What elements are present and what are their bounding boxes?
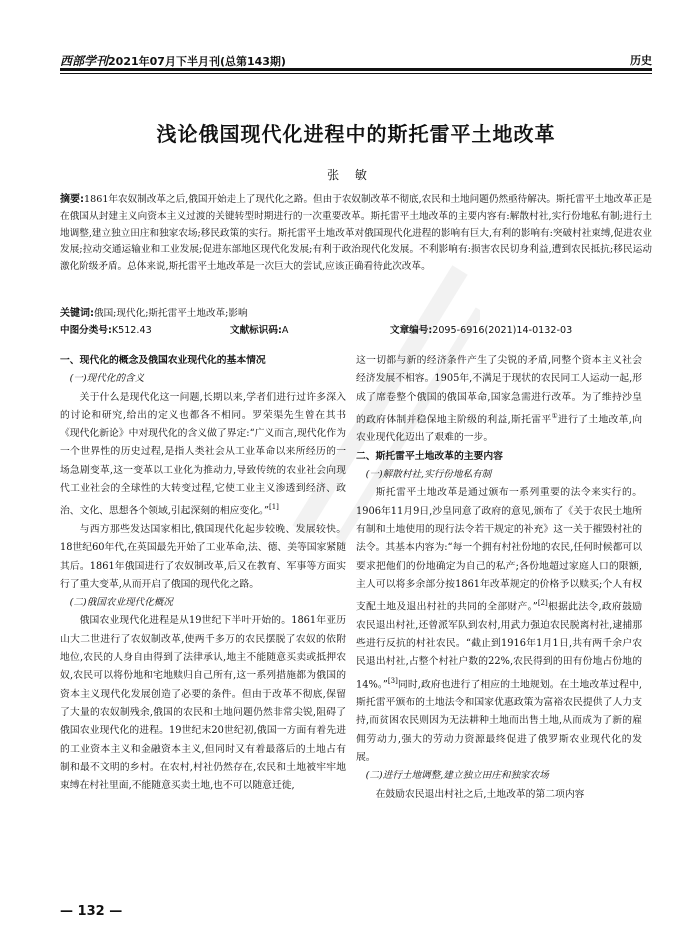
subsection-heading-2-1: (一)解散村社,实行份地私有制: [365, 469, 492, 481]
journal-logo: 西部学刊: [60, 54, 109, 68]
clc-value: K512.43: [111, 325, 152, 336]
keywords: [60, 304, 652, 319]
subsection-heading-1-1: (一)现代化的含义: [69, 373, 145, 385]
paragraph-decree: [356, 484, 642, 767]
article-author: 张 敏: [327, 168, 373, 182]
classification-row: [60, 322, 652, 336]
abstract-label: 摘要:: [60, 194, 85, 205]
subsection-heading-1-2: (二)俄国农业现代化概况: [69, 597, 174, 609]
journal-info: [60, 52, 286, 69]
paragraph-text: 这一切都与新的经济条件产生了尖锐的矛盾,同整个资本主义社会经济发展不相容。1905年,不满足于现状的农民同工人运动一起,形成了席卷整个俄国的俄国革命,国家急需进行改革。为了维持沙皇的政府体制并稳保地主阶级的利益,斯托雷平: [356, 355, 642, 426]
doc-code: [230, 322, 288, 336]
clc-label: 中图分类号:: [60, 325, 112, 336]
section-label: 历史: [630, 54, 652, 67]
right-column: [356, 352, 642, 804]
article-value: 2095-6916(2021)14-0132-03: [432, 325, 573, 336]
page-number: — 132 —: [60, 904, 123, 919]
journal-issue: 2021年07月下半月刊(总第143期): [108, 55, 286, 68]
paragraph-text: 根据此法令,政府鼓励农民退出村社,还曾派军队到农村,用武力强迫农民脱离村社,逮捕那些进行反抗的村社农民。“截止到1916年1月1日,共有两千余户农民退出村社,占整个村社户数的22%,农民得到的田有份地占份地的14%。”: [356, 601, 642, 690]
paragraph-text: 关于什么是现代化这一问题,长期以来,学者们进行过许多深入的讨论和研究,给出的定义也都各不相同。罗荣渠先生曾在其书《现代化新论》中对现代化的含义做了界定:“广义而言,现代化作为一个世界性的历史过程,是指人类社会从工业革命以来所经历的一场急剧变革,这一变革以工业化为推动力,导致传统的农业社会向现代工业社会的全球性的大转变过程,它使工业主义渗透到经济、政治、文化、思想各个领域,引起深刻的相应变化。”: [60, 391, 346, 517]
abstract: [60, 192, 652, 276]
section-heading-2: 二、斯托雷平土地改革的主要内容: [356, 450, 503, 462]
article-label: 文章编号:: [390, 325, 433, 336]
paragraph-agri-overview: 俄国农业现代化进程是从19世纪下半叶开始的。1861年亚历山大二世进行了农奴制改革,使两千多万的农民摆脱了农奴的依附地位,农民的人身自由得到了法律承认,地主不能随意买卖或抵押农奴,农民可以将份地和宅地赎归自己所有,这一系列措施都为俄国的资本主义现代化发展创造了必要的条件。但由于改革不彻底,保留了大量的农奴制残余,俄国的农民和土地问题仍然非常尖锐,阻碍了俄国农业现代化的进程。19世纪末20世纪初,俄国一方面有着先进的工业资本主义和金融资本主义,但同时又有着最落后的土地占有制和最不文明的乡村。在农村,村社仍然存在,农民和土地被牢牢地束缚在村社里面,不能随意买卖土地,也不可以随意迁徙,: [60, 615, 346, 792]
paragraph-continued: [356, 352, 642, 448]
subsection-heading-2-2: (二)进行土地调整,建立独立田庄和独家农场: [365, 770, 549, 782]
article-title: 浅论俄国现代化进程中的斯托雷平土地改革: [156, 122, 556, 146]
paragraph-text: 斯托雷平土地改革是通过颁布一系列重要的法令来实行的。1906年11月9日,沙皇同意了政府的意见,颁布了《关于农民土地所有制和土地使用的现行法令若干规定的补充》这一关于摧毁村社的法令。其基本内容为:“每一个拥有村社份地的农民,任何时候都可以要求把他们的份地确定为自己的私产;各份地超过家庭人口的限额,主人可以将多余部分按1861年改革规定的价格予以赎买;个人有权支配土地及退出村社的共同的全部财产。”: [356, 487, 642, 613]
footnote-ref: ①: [551, 411, 559, 420]
paragraph-text: 同时,政府也进行了相应的土地规划。在土地改革过程中,斯托雷平颁布的土地法令和国家优惠政策为富裕农民提供了人力支持,而贫困农民则因为无法耕种土地而出售土地,从而成为了新的雇佣劳动力,强大的劳动力资源最终促进了俄罗斯农业现代化的发展。: [356, 678, 642, 764]
paragraph-land-adjustment: 在鼓励农民退出村社之后,土地改革的第二项内容: [375, 788, 585, 800]
doc-value: A: [281, 325, 289, 336]
paragraph-definition: [60, 389, 346, 521]
keywords-text: 俄国;现代化;斯托雷平土地改革;影响: [94, 308, 248, 319]
doc-label: 文献标识码:: [230, 325, 282, 336]
paragraph-comparison: 与西方那些发达国家相比,俄国现代化起步较晚、发展较快。18世纪60年代,在英国最先开始了工业革命,法、德、美等国家紧随其后。1861年俄国进行了农奴制改革,后又在教育、军事等方面实行了重大变革,从而开启了俄国的现代化之路。: [60, 523, 346, 590]
left-column: [60, 352, 346, 795]
header-rule-thin: [60, 73, 652, 74]
running-header: [60, 50, 652, 70]
citation-ref: [1]: [268, 503, 279, 512]
citation-ref: [2]: [537, 599, 548, 608]
header-rule-thick: [60, 68, 652, 71]
keywords-label: 关键词:: [60, 308, 94, 319]
section-heading-1: 一、现代化的概念及俄国农业现代化的基本情况: [60, 355, 266, 366]
paragraph-text: 进行了土地改革,向农业现代化迈出了艰难的一步。: [356, 414, 642, 444]
abstract-text: 1861年农奴制改革之后,俄国开始走上了现代化之路。但由于农奴制改革不彻底,农民和土地问题仍然亟待解决。斯托雷平土地改革正是在俄国从封建主义向资本主义过渡的关键转型时期进行的一次重要改革。斯托雷平土地改革的主要内容有:解散村社,实行份地私有制;进行土地调整,建立独立田庄和独家农场;移民政策的实行。斯托雷平土地改革对俄国现代化进程的影响有巨大,有利的影响有:突破村社束缚,促进农业发展;拉动交通运输业和工业发展;促进东部地区现代化发展;有利于政治现代化发展。不利影响有:损害农民切身利益,遭到农民抵抗;移民运动激化阶级矛盾。总体来说,斯托雷平土地改革是一次巨大的尝试,应该正确看待此次改革。: [60, 194, 653, 273]
article-number: [390, 322, 572, 336]
citation-ref: [3]: [387, 676, 398, 685]
clc-number: [60, 322, 152, 336]
